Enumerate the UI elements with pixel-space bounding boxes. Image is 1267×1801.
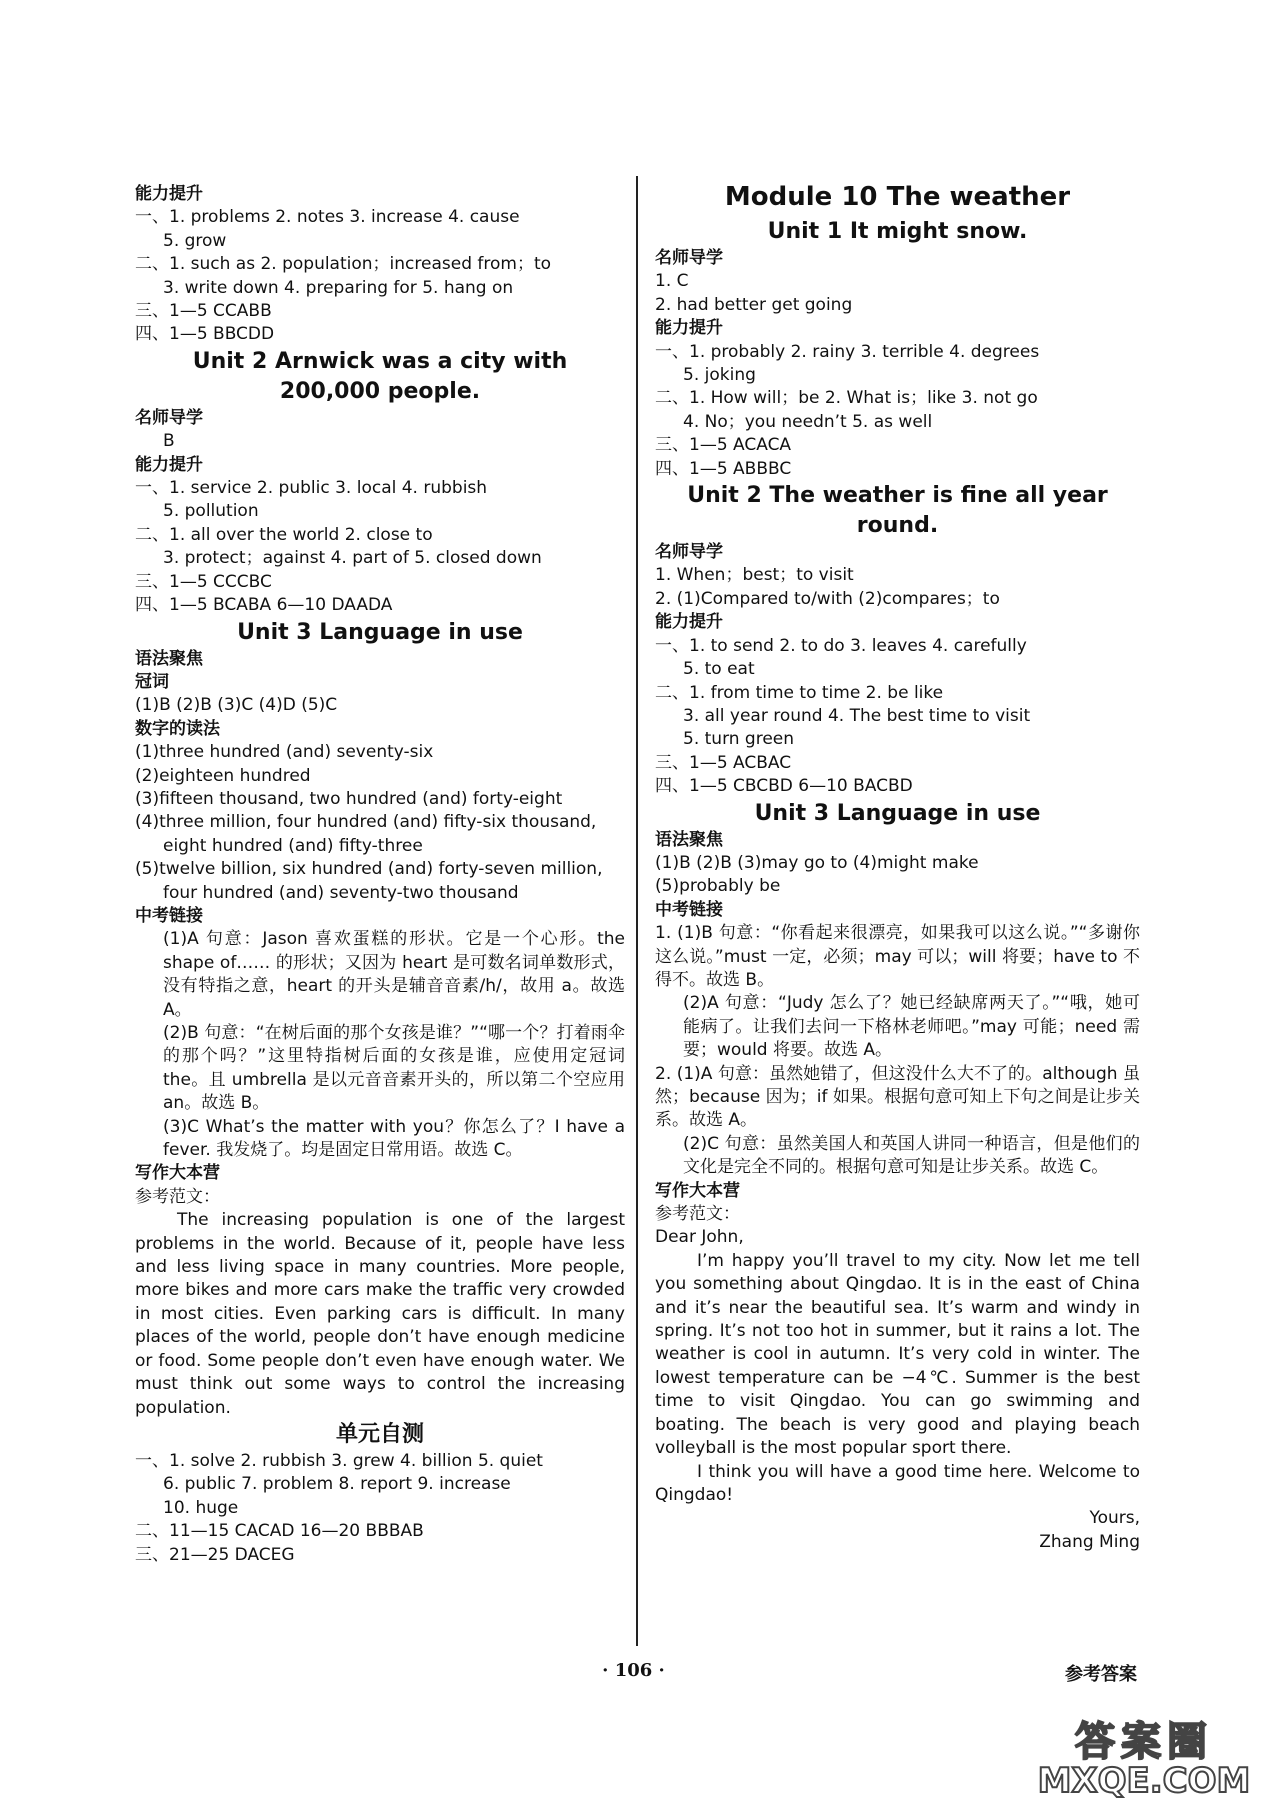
left-column-line: (5)twelve billion, six hundred (and) forty-seven million, xyxy=(135,859,603,880)
left-column-line: The increasing population is one of the largest problems in the world. Because of it, people have less and less living space in many countries. More people, more bikes and more cars make the traffic very crowded in most cities. Even parking cars is difficult. In many places of the world, people don’t have enough medicine or food. Some people don’t even have enough water. We must think out some ways to control the increasing population. xyxy=(135,1210,625,1418)
right-column-line: 能力提升 xyxy=(655,612,723,633)
left-column-line: 二、1. such as 2. population；increased from；to xyxy=(135,254,552,275)
left-column-line: 6. public 7. problem 8. report 9. increase xyxy=(163,1474,511,1495)
left-column-line: 能力提升 xyxy=(135,184,203,204)
right-column-line: 名师导学 xyxy=(655,248,723,268)
right-column-line: 2. had better get going xyxy=(655,294,853,315)
left-column-line: 二、1. all over the world 2. close to xyxy=(135,524,433,545)
left-column xyxy=(135,183,625,1567)
right-column-line: Yours, xyxy=(1089,1508,1140,1529)
left-column-line: 四、1—5 BCABA 6—10 DAADA xyxy=(135,595,393,616)
right-column-line: 5. joking xyxy=(683,365,756,386)
left-column-line: (1)A 句意：Jason 喜欢蛋糕的形状。它是一个心形。the shape of…… 的形状；又因为 heart 是可数名词单数形式，没有特指之意，heart 的开头是辅音音素/h/，故用 a。故选 A。 xyxy=(163,929,625,1020)
right-column-line: 参考范文： xyxy=(655,1204,740,1225)
right-column-line: 二、1. How will；be 2. What is；like 3. not go xyxy=(655,388,1038,409)
left-column-line: 三、1—5 CCABB xyxy=(135,301,272,322)
left-column-line: Unit 3 Language in use xyxy=(237,619,523,645)
right-column-line: 三、1—5 ACBAC xyxy=(655,752,792,773)
left-column-line: 四、1—5 BBCDD xyxy=(135,324,275,345)
right-column-line: Module 10 The weather xyxy=(724,182,1071,212)
left-column-line: (2)eighteen hundred xyxy=(135,765,311,786)
right-column-line: 5. turn green xyxy=(683,729,795,750)
footer-label: 参考答案 xyxy=(1065,1664,1137,1685)
right-column-line: 一、1. to send 2. to do 3. leaves 4. carefully xyxy=(655,635,1027,656)
right-column-line: 二、1. from time to time 2. be like xyxy=(655,682,944,703)
right-column-line: (2)A 句意：“Judy 怎么了？她已经缺席两天了。”“哦，她可能病了。让我们去问一下格林老师吧。”may 可能；need 需要；would 将要。故选 A。 xyxy=(683,993,1140,1061)
right-column-line: 1. (1)B 句意：“你看起来很漂亮，如果我可以这么说。”“多谢你这么说。”must 一定，必须；may 可以；will 将要；have to 不得不。故选 B。 xyxy=(655,923,1140,990)
left-column-line: 一、1. problems 2. notes 3. increase 4. cause xyxy=(135,207,520,228)
watermark-top: 答案圈 xyxy=(1075,1719,1213,1765)
right-column-line: 三、1—5 ACACA xyxy=(655,435,792,456)
left-column-line: four hundred (and) seventy-two thousand xyxy=(163,882,519,903)
left-column-line: 5. pollution xyxy=(163,501,259,522)
right-column-line: 5. to eat xyxy=(683,659,755,680)
left-column-line: 冠词 xyxy=(135,671,169,692)
right-column-line: (5)probably be xyxy=(655,876,781,897)
left-column-line: 写作大本营 xyxy=(135,1163,220,1184)
right-column-line: Unit 1 It might snow. xyxy=(767,219,1028,244)
left-column-line: 数字的读法 xyxy=(135,718,220,739)
left-column-line: 单元自测 xyxy=(335,1421,424,1447)
right-column-line: 中考链接 xyxy=(655,899,723,920)
right-column-line: 2. (1)A 句意：虽然她错了，但这没什么大不了的。although 虽然；because 因为；if 如果。根据句意可知上下句之间是让步关系。故选 A。 xyxy=(655,1063,1140,1131)
left-column-line: B xyxy=(163,431,175,452)
right-column-line: 3. all year round 4. The best time to visit xyxy=(683,705,1031,726)
left-column-line: (3)fifteen thousand, two hundred (and) forty-eight xyxy=(135,788,563,809)
right-column-line: 语法聚焦 xyxy=(655,829,723,850)
right-column-line: 4. No；you needn’t 5. as well xyxy=(683,411,933,432)
right-column-line: 2. (1)Compared to/with (2)compares；to xyxy=(655,588,1000,609)
left-column-line: 3. write down 4. preparing for 5. hang on xyxy=(163,277,514,298)
left-column-line: (3)C What’s the matter with you？你怎么了？I have a fever. 我发烧了。均是固定日常用语。故选 C。 xyxy=(163,1116,625,1161)
left-column-line: 能力提升 xyxy=(135,454,203,475)
page-number: · 106 · xyxy=(602,1660,665,1681)
left-column-line: 200,000 people. xyxy=(279,378,481,404)
left-column-line: 5. grow xyxy=(163,230,227,251)
right-column-line: 四、1—5 CBCBD 6—10 BACBD xyxy=(655,776,913,797)
left-column-line: 三、1—5 CCCBC xyxy=(135,571,272,592)
right-column-line: (2)C 句意：虽然美国人和英国人讲同一种语言，但是他们的文化是完全不同的。根据句意可知是让步关系。故选 C。 xyxy=(683,1133,1140,1178)
left-column-line: 一、1. solve 2. rubbish 3. grew 4. billion 5. quiet xyxy=(135,1450,543,1471)
left-column-line: 语法聚焦 xyxy=(135,648,203,669)
left-column-line: eight hundred (and) fifty-three xyxy=(163,835,423,856)
right-column-line: 四、1—5 ABBBC xyxy=(655,458,792,479)
right-column-line: 1. C xyxy=(655,271,689,292)
left-column-line: 3. protect；against 4. part of 5. closed down xyxy=(163,548,542,569)
right-column-line: (1)B (2)B (3)may go to (4)might make xyxy=(655,852,979,873)
left-column-line: (4)three million, four hundred (and) fifty-six thousand, xyxy=(135,812,597,833)
right-column-line: 1. When；best；to visit xyxy=(655,565,854,586)
right-column-line: Dear John, xyxy=(655,1227,744,1248)
right-column-line: 能力提升 xyxy=(655,318,723,339)
left-column-line: Unit 2 Arnwick was a city with xyxy=(192,348,568,374)
left-column-line: 中考链接 xyxy=(135,905,203,926)
right-column-line: 名师导学 xyxy=(655,542,723,563)
left-column-line: 二、11—15 CACAD 16—20 BBBAB xyxy=(135,1521,424,1542)
left-column-line: (1)three hundred (and) seventy-six xyxy=(135,742,434,763)
watermark-logo xyxy=(1029,1710,1259,1801)
right-column-line: 一、1. probably 2. rainy 3. terrible 4. degrees xyxy=(655,341,1040,362)
left-column-line: 名师导学 xyxy=(135,407,203,428)
column-divider xyxy=(636,176,638,1646)
left-column-line: 一、1. service 2. public 3. local 4. rubbish xyxy=(135,478,488,499)
right-column-line: Unit 3 Language in use xyxy=(754,800,1041,826)
right-column-line: Unit 2 The weather is fine all year round. xyxy=(687,483,1108,539)
right-column-line: I’m happy you’ll travel to my city. Now let me tell you something about Qingdao. It is in the east of China and it’s near the beautiful sea. It’s warm and windy in spring. It’s not too hot in summer, but it rains a lot. The weather is cool in autumn. It’s very cold in winter. The lowest temperature can be −4℃. Summer is the best time to visit Qingdao. You can go swimming and boating. The beach is very good and playing beach volleyball is the most popular sport there. xyxy=(655,1250,1140,1459)
left-column-line: (1)B (2)B (3)C (4)D (5)C xyxy=(135,695,338,716)
left-column-line: (2)B 句意：“在树后面的那个女孩是谁？”“哪一个？打着雨伞的那个吗？”这里特指树后面的女孩是谁，应使用定冠词 the。且 umbrella 是以元音音素开头的，所以第二个空应用 an。故选 B。 xyxy=(163,1023,625,1114)
right-column-line: I think you will have a good time here. Welcome to Qingdao! xyxy=(655,1461,1140,1505)
watermark-bottom: MXQE.COM xyxy=(1037,1761,1251,1801)
left-column-line: 10. huge xyxy=(163,1497,239,1518)
right-column-line: 写作大本营 xyxy=(655,1180,740,1201)
left-column-line: 参考范文： xyxy=(135,1186,220,1207)
right-column-line: Zhang Ming xyxy=(1039,1531,1140,1552)
left-column-line: 三、21—25 DACEG xyxy=(135,1544,295,1565)
right-column xyxy=(655,183,1140,1554)
